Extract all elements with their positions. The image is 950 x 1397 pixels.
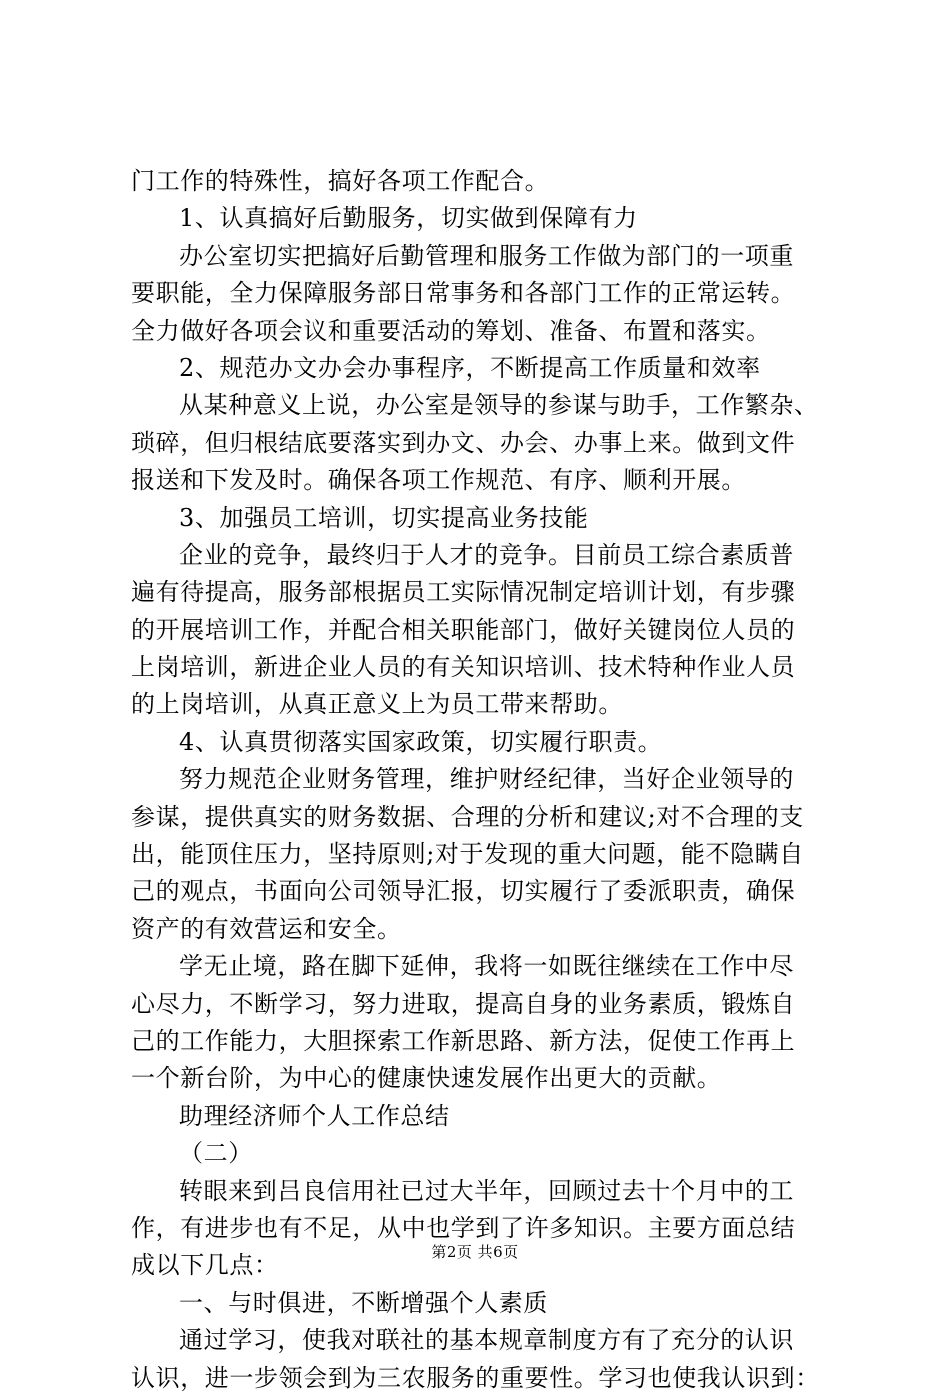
text-line: 的上岗培训，从真正意义上为员工带来帮助。 — [131, 690, 623, 719]
text-line: 遍有待提高，服务部根据员工实际情况制定培训计划，有步骤 — [131, 578, 796, 607]
text-line: 努力规范企业财务管理，维护财经纪律，当好企业领导的 — [179, 765, 794, 794]
text-line: 参谋，提供真实的财务数据、合理的分析和建议;对不合理的支 — [131, 802, 804, 831]
text-line: 己的工作能力，大胆探索工作新思路、新方法，促使工作再上 — [131, 1026, 796, 1055]
text-line: 2、规范办文办会办事程序，不断提高工作质量和效率 — [179, 353, 761, 382]
text-line: 全力做好各项会议和重要活动的筹划、准备、布置和落实。 — [131, 316, 771, 345]
text-line: 通过学习，使我对联社的基本规章制度方有了充分的认识 — [179, 1326, 794, 1355]
text-line: 资产的有效营运和安全。 — [131, 914, 402, 943]
text-line: 成以下几点： — [131, 1251, 279, 1280]
text-line: 4、认真贯彻落实国家政策，切实履行职责。 — [179, 727, 663, 756]
text-line: （二） — [179, 1139, 253, 1168]
text-line: 助理经济师个人工作总结 — [179, 1101, 450, 1130]
text-line: 出，能顶住压力，坚持原则;对于发现的重大问题，能不隐瞒自 — [131, 840, 804, 869]
text-line: 1、认真搞好后勤服务，切实做到保障有力 — [179, 204, 638, 233]
text-line: 一、与时俱进，不断增强个人素质 — [179, 1288, 548, 1317]
text-line: 己的观点，书面向公司领导汇报，切实履行了委派职责，确保 — [131, 877, 796, 906]
text-line: 办公室切实把搞好后勤管理和服务工作做为部门的一项重 — [179, 241, 794, 270]
text-line: 心尽力，不断学习，努力进取，提高自身的业务素质，锻炼自 — [131, 989, 796, 1018]
text-line: 转眼来到吕良信用社已过大半年，回顾过去十个月中的工 — [179, 1176, 794, 1205]
text-line: 报送和下发及时。确保各项工作规范、有序、顺利开展。 — [131, 466, 746, 495]
text-line: 从某种意义上说，办公室是领导的参谋与助手，工作繁杂、 — [179, 391, 819, 420]
text-line: 认识，进一步领会到为三农服务的重要性。学习也使我认识到： — [131, 1363, 820, 1392]
text-line: 3、加强员工培训，切实提高业务技能 — [179, 503, 589, 532]
text-line: 琐碎，但归根结底要落实到办文、办会、办事上来。做到文件 — [131, 428, 796, 457]
page-footer: 第2页 共6页 — [431, 1243, 519, 1261]
text-line: 的开展培训工作，并配合相关职能部门，做好关键岗位人员的 — [131, 615, 796, 644]
text-line: 学无止境，路在脚下延伸，我将一如既往继续在工作中尽 — [179, 952, 794, 981]
document-body — [131, 163, 831, 1397]
text-line: 一个新台阶，为中心的健康快速发展作出更大的贡献。 — [131, 1064, 722, 1093]
text-line: 要职能，全力保障服务部日常事务和各部门工作的正常运转。 — [131, 279, 796, 308]
text-line: 门工作的特殊性，搞好各项工作配合。 — [131, 167, 550, 195]
text-line: 作，有进步也有不足，从中也学到了许多知识。主要方面总结 — [131, 1213, 796, 1242]
text-line: 企业的竞争，最终归于人才的竞争。目前员工综合素质普 — [179, 540, 794, 569]
text-line: 上岗培训，新进企业人员的有关知识培训、技术特种作业人员 — [131, 653, 796, 682]
